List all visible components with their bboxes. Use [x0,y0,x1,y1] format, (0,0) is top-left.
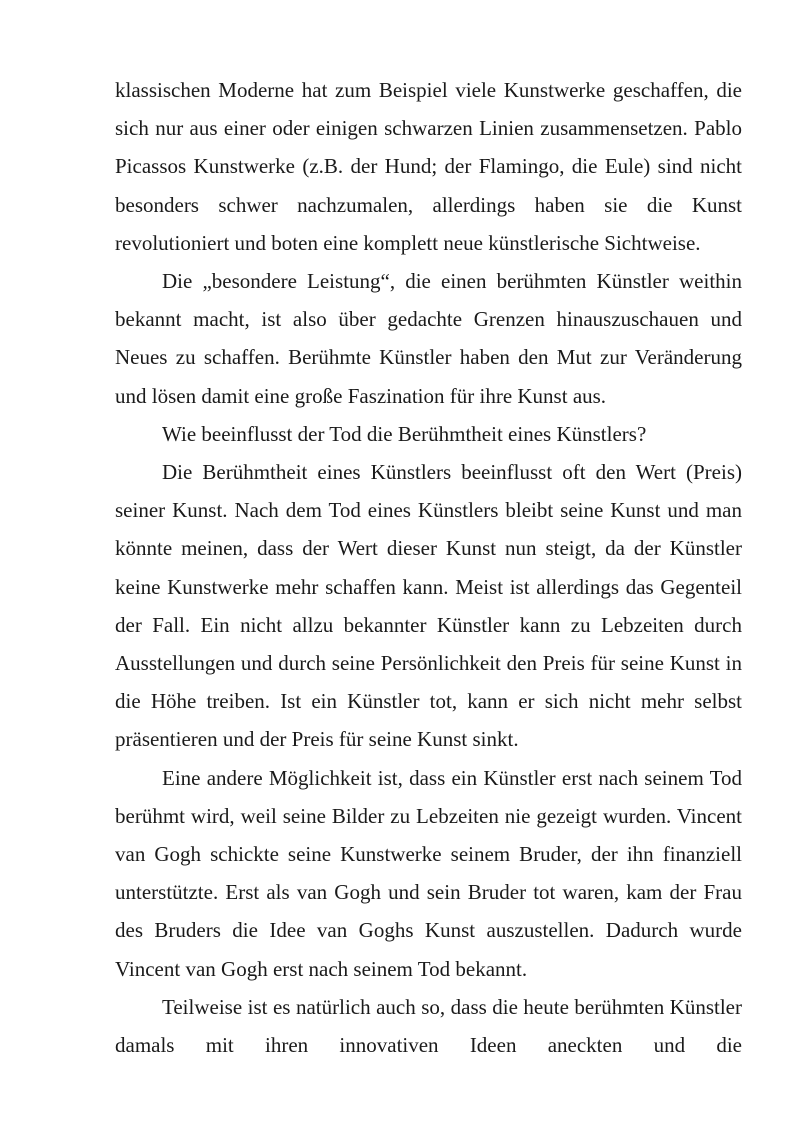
paragraph-besondere-leistung: Die „besondere Leistung“, die einen berühmten Künstler weithin bekannt macht, ist also über gedachte Grenzen hinauszuschauen und Neues zu schaffen. Berühmte Künstler haben den Mut zur Veränderung und lösen damit eine große Faszination für ihre Kunst aus. [115,269,742,408]
paragraph-continuation: klassischen Moderne hat zum Beispiel viele Kunstwerke geschaffen, die sich nur aus einer oder einigen schwarzen Linien zusammensetzen. Pablo Picassos Kunstwerke (z.B. der Hund; der Flamingo, die Eule) sind nicht besonders schwer nachzumalen, allerdings haben sie die Kunst revolutioniert und boten eine komplett neue künstlerische Sichtweise. [115,78,742,255]
paragraph-van-gogh: Eine andere Möglichkeit ist, dass ein Künstler erst nach seinem Tod berühmt wird, weil seine Bilder zu Lebzeiten nie gezeigt wurden. Vincent van Gogh schickte seine Kunstwerke seinem Bruder, der ihn finanziell unterstützte. Erst als van Gogh und sein Bruder tot waren, kam der Frau des Bruders die Idee van Goghs Kunst auszustellen. Dadurch wurde Vincent van Gogh erst nach seinem Tod bekannt. [115,765,742,981]
paragraph-question: Wie beeinflusst der Tod die Berühmtheit eines Künstlers? [162,421,647,446]
paragraph-beruehmtheit-wert: Die Berühmtheit eines Künstlers beeinflusst oft den Wert (Preis) seiner Kunst. Nach dem Tod eines Künstlers bleibt seine Kunst und man könnte meinen, dass der Wert dieser Kunst nun steigt, da der Künstler keine Kunstwerke mehr schaffen kann. Meist ist allerdings das Gegenteil der Fall. Ein nicht allzu bekannter Künstler kann zu Lebzeiten durch Ausstellungen und durch seine Persönlichkeit den Preis für seine Kunst in die Höhe treiben. Ist ein Künstler tot, kann er sich nicht mehr selbst präsentieren und der Preis für seine Kunst sinkt. [115,460,742,752]
paragraph-teilweise: Teilweise ist es natürlich auch so, dass die heute berühmten Künstler damals mit ihren innovativen Ideen aneckten und die [115,994,742,1058]
document-page [115,71,742,1064]
